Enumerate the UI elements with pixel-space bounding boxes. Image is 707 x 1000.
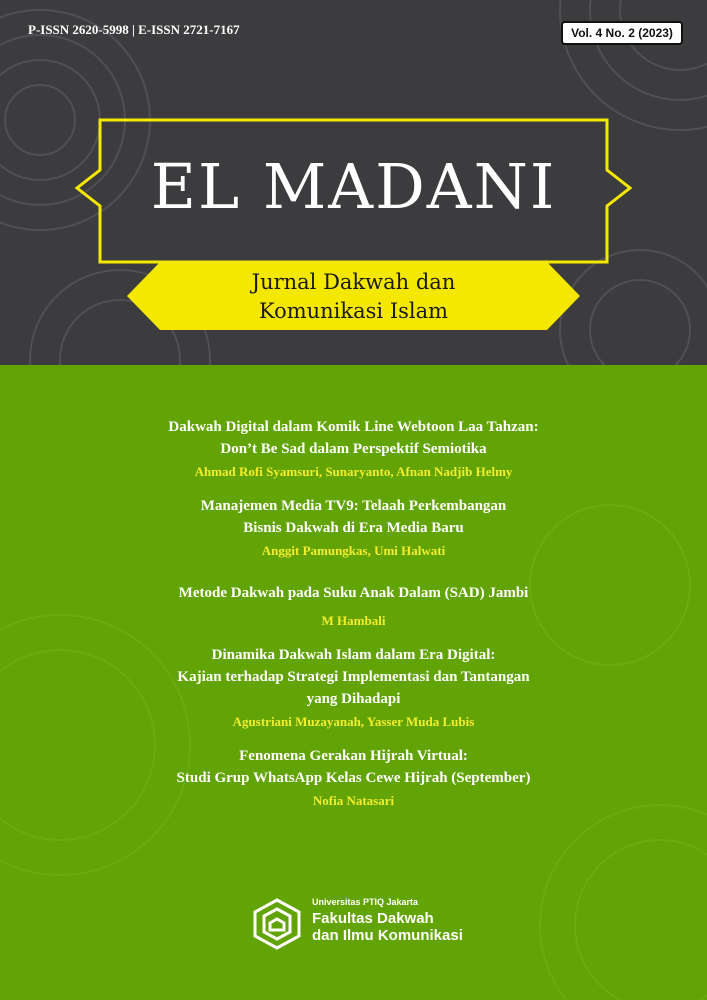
article-title <box>100 495 607 539</box>
faculty-name-line: dan Ilmu Komunikasi <box>312 927 463 944</box>
volume-badge: Vol. 4 No. 2 (2023) <box>561 21 683 45</box>
article-title <box>100 745 607 789</box>
article-title <box>100 582 607 604</box>
faculty-name <box>312 910 463 944</box>
faculty-footer <box>250 893 490 953</box>
article-authors: M Hambali <box>321 613 386 628</box>
article-authors: Ahmad Rofi Syamsuri, Sunaryanto, Afnan Nadjib Helmy <box>194 464 513 479</box>
faculty-logo-icon <box>250 897 304 951</box>
article-title-line: Bisnis Dakwah di Era Media Baru <box>243 520 464 536</box>
article-title-line: Manajemen Media TV9: Telaah Perkembangan <box>200 498 507 514</box>
subtitle-line-1: Jurnal Dakwah dan <box>251 270 456 294</box>
article-title-line: Don’t Be Sad dalam Perspektif Semiotika <box>220 441 487 457</box>
article-item <box>100 644 607 731</box>
university-name: Universitas PTIQ Jakarta <box>312 897 419 907</box>
article-title-line: yang Dihadapi <box>306 691 401 707</box>
article-title-line: Dinamika Dakwah Islam dalam Era Digital: <box>211 647 496 663</box>
article-list <box>100 416 607 824</box>
article-title <box>100 644 607 710</box>
journal-subtitle <box>200 268 507 326</box>
article-title-line: Dakwah Digital dalam Komik Line Webtoon Laa Tahzan: <box>168 419 539 435</box>
issn-text: P-ISSN 2620-5998 | E-ISSN 2721-7167 <box>28 22 240 37</box>
article-title-line: Metode Dakwah pada Suku Anak Dalam (SAD) Jambi <box>178 585 529 601</box>
article-title-line: Studi Grup WhatsApp Kelas Cewe Hijrah (September) <box>176 770 531 786</box>
article-title <box>100 416 607 460</box>
article-authors: Agustriani Muzayanah, Yasser Muda Lubis <box>232 714 475 729</box>
article-item <box>100 745 607 810</box>
article-item <box>100 495 607 560</box>
article-item <box>100 582 607 630</box>
cover-top-panel <box>0 0 707 365</box>
subtitle-line-2: Komunikasi Islam <box>258 299 449 323</box>
article-authors: Nofia Natasari <box>312 793 395 808</box>
article-title-line: Fenomena Gerakan Hijrah Virtual: <box>239 748 468 764</box>
article-title-line: Kajian terhadap Strategi Implementasi dan Tantangan <box>177 669 530 685</box>
faculty-name-line: Fakultas Dakwah <box>312 910 434 927</box>
article-authors: Anggit Pamungkas, Umi Halwati <box>261 543 446 558</box>
journal-title: EL MADANI <box>150 150 557 223</box>
article-item <box>100 416 607 481</box>
